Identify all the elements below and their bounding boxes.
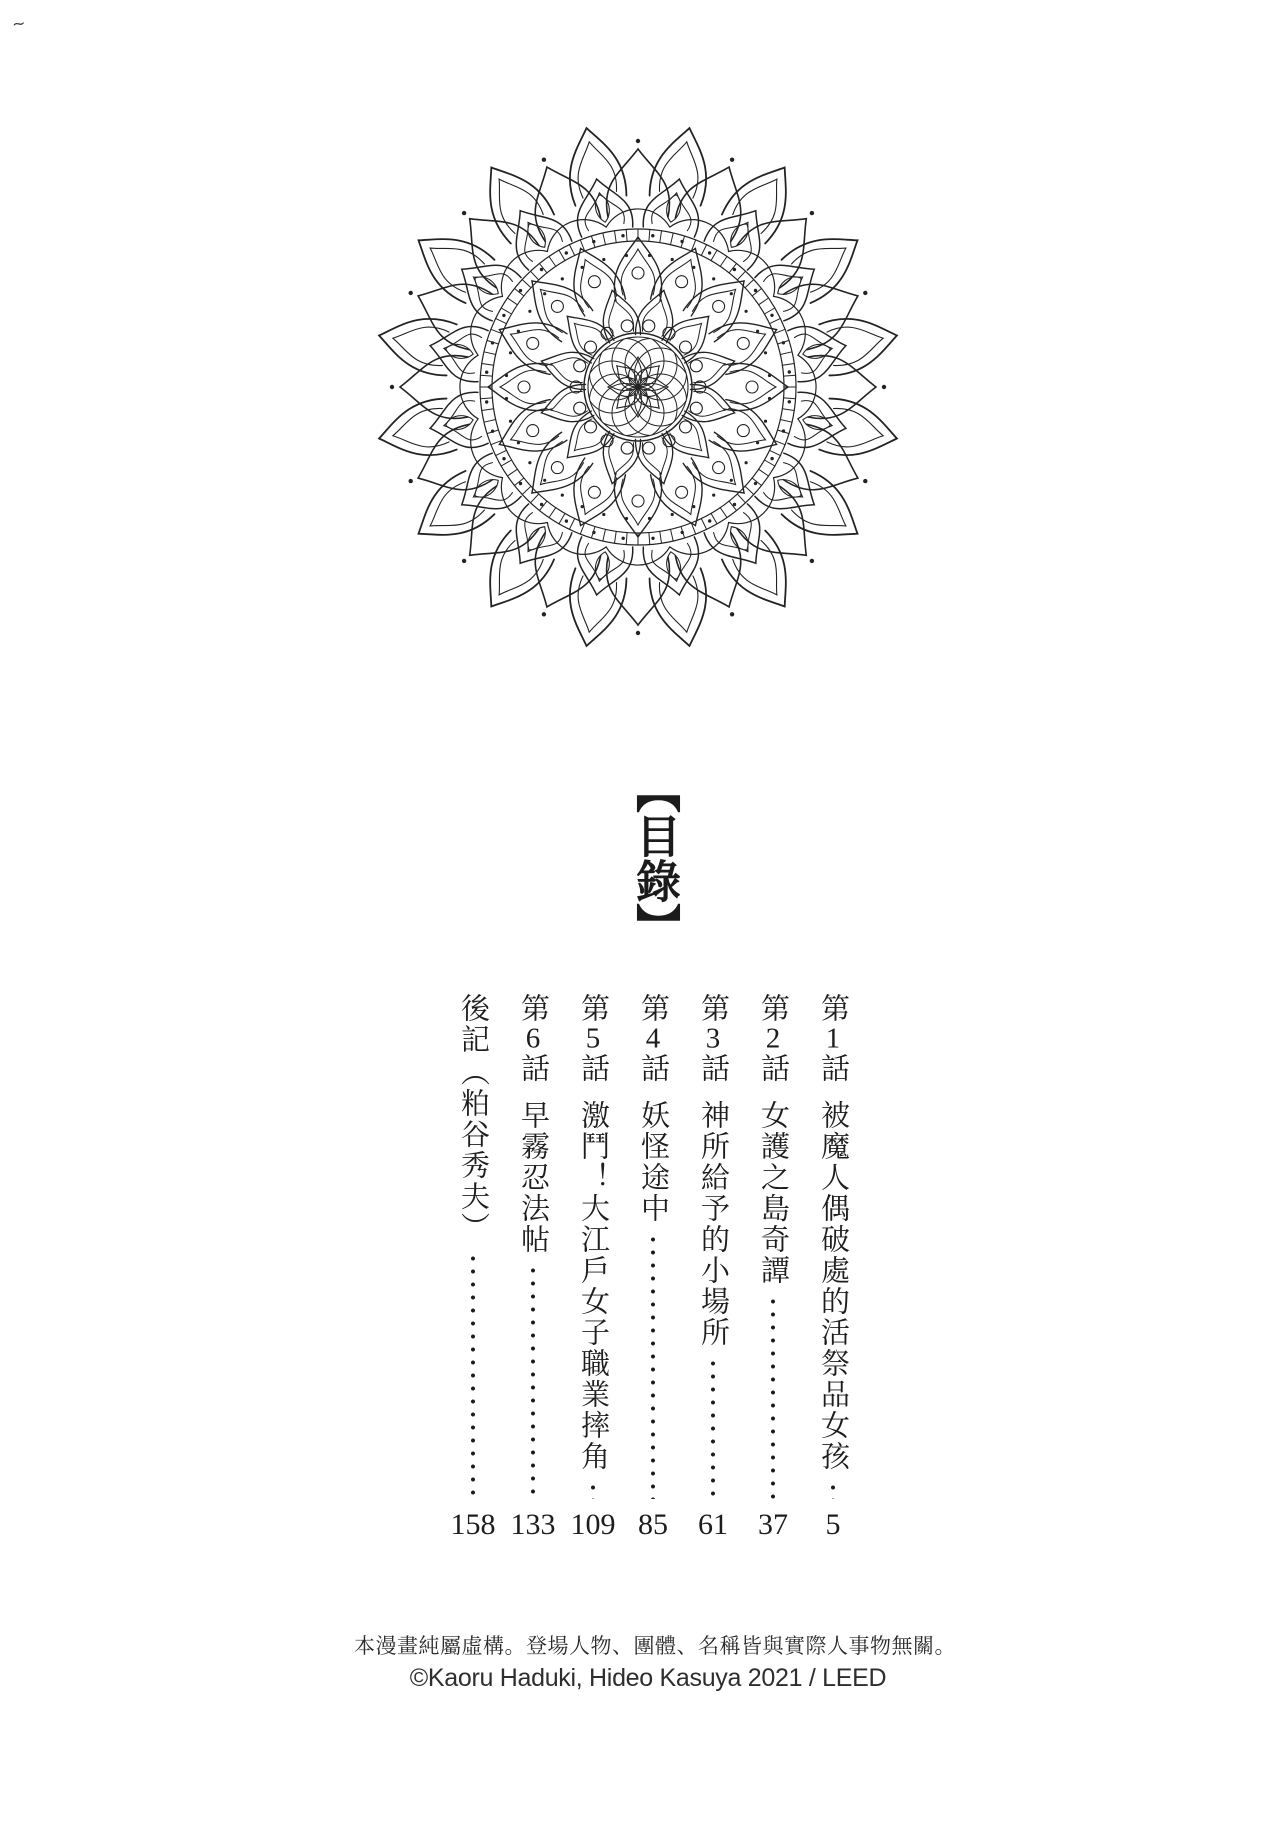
- toc-entry: [691, 993, 735, 1540]
- page-number: 85: [638, 1508, 668, 1541]
- chapter-title: 早霧忍法帖: [517, 1100, 549, 1255]
- dot-leader: [590, 1481, 596, 1499]
- dot-leader: [770, 1295, 776, 1499]
- chapter-title: 女護之島奇譚: [757, 1100, 789, 1286]
- page-number: 61: [698, 1508, 728, 1541]
- chapter-title: （粕谷秀夫）: [457, 1057, 489, 1243]
- table-of-contents: [451, 993, 855, 1540]
- chapter-label: 第5話: [577, 993, 609, 1084]
- page-number: 133: [510, 1508, 556, 1541]
- chapter-label: 第2話: [757, 993, 789, 1084]
- corner-mark: ~: [11, 13, 27, 34]
- dot-leader: [530, 1264, 536, 1499]
- mandala-illustration: [368, 117, 908, 657]
- toc-entry-text: [451, 993, 495, 1243]
- chapter-label: 第6話: [517, 993, 549, 1084]
- chapter-title: 神所給予的小場所: [697, 1100, 729, 1348]
- toc-entry: [811, 993, 855, 1540]
- toc-entry: [451, 993, 495, 1540]
- page-title: 【目錄】: [629, 768, 680, 948]
- toc-entry: [571, 993, 615, 1540]
- page-number: 37: [758, 1508, 788, 1541]
- toc-entry-text: [691, 993, 735, 1348]
- chapter-title: 激鬥！大江戶女子職業摔角: [577, 1100, 609, 1472]
- dot-leader: [710, 1357, 716, 1499]
- toc-entry: [751, 993, 795, 1540]
- toc-entry-text: [811, 993, 855, 1472]
- dot-leader: [830, 1481, 836, 1499]
- toc-entry-text: [751, 993, 795, 1286]
- toc-entry-text: [631, 993, 675, 1224]
- toc-entry-text: [571, 993, 615, 1472]
- disclaimer-text: 本漫畫純屬虛構。登場人物、團體、名稱皆與實際人事物無關。: [354, 1635, 956, 1658]
- chapter-label: 第3話: [697, 993, 729, 1084]
- toc-entry: [631, 993, 675, 1540]
- chapter-label: 第1話: [817, 993, 849, 1084]
- chapter-label: 後記: [457, 993, 489, 1055]
- page-number: 109: [570, 1508, 616, 1541]
- chapter-label: 第4話: [637, 993, 669, 1084]
- dot-leader: [650, 1233, 656, 1499]
- page-number: 158: [450, 1508, 496, 1541]
- chapter-title: 妖怪途中: [637, 1100, 669, 1224]
- chapter-title: 被魔人偶破處的活祭品女孩: [817, 1100, 849, 1472]
- page-number: 5: [825, 1508, 841, 1541]
- copyright-text: ©Kaoru Haduki, Hideo Kasuya 2021 / LEED: [409, 1664, 887, 1692]
- toc-entry: [511, 993, 555, 1540]
- toc-entry-text: [511, 993, 555, 1255]
- dot-leader: [470, 1252, 476, 1499]
